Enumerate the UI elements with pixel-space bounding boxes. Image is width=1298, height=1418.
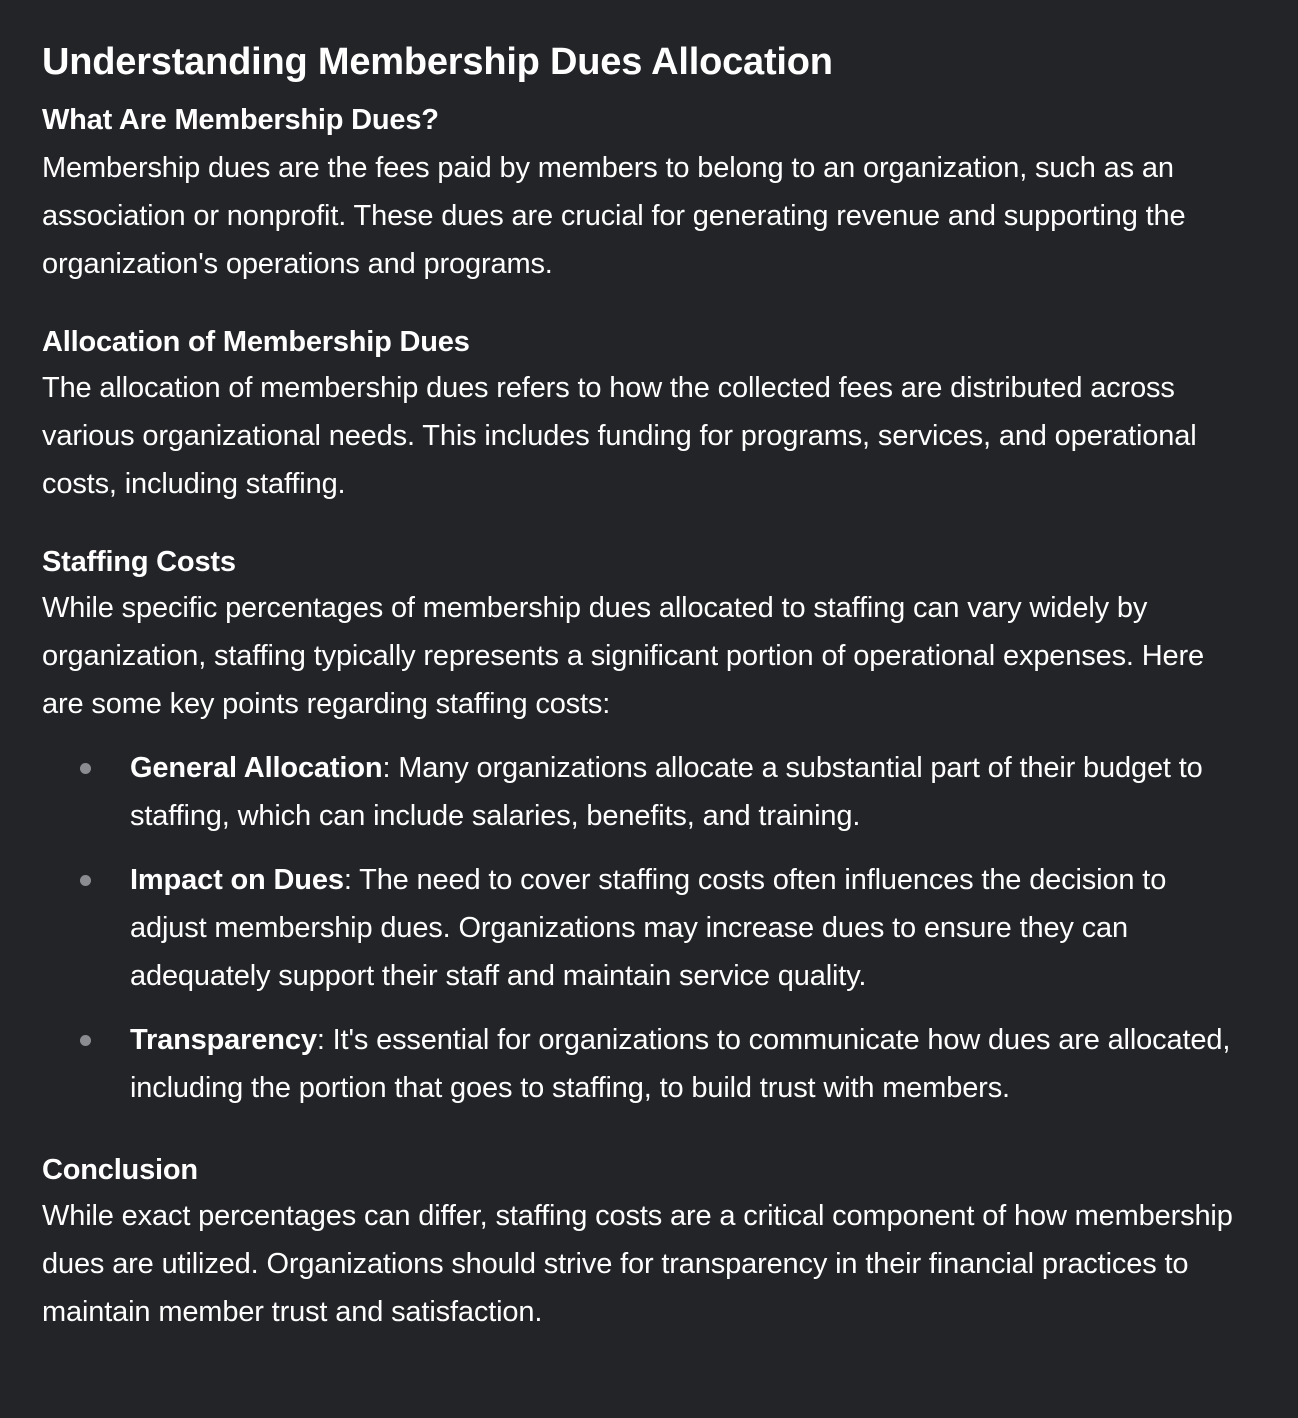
section-body-allocation: The allocation of membership dues refers to how the collected fees are distributed across various organizational needs. This includes funding for programs, services, and operational costs, including staffing. [42, 372, 1197, 500]
section-heading-staffing: Staffing Costs [42, 546, 236, 578]
page-title: Understanding Membership Dues Allocation [42, 41, 833, 83]
list-item-term: Transparency [130, 1024, 317, 1056]
section-body-conclusion: While exact percentages can differ, staffing costs are a critical component of how membership dues are utilized. Organizations should strive for transparency in their financial practices to maintain member trust and satisfaction. [42, 1200, 1233, 1328]
list-item-text: : Many organizations allocate a substantial part of their budget to staffing, which can include salaries, benefits, and training. [130, 752, 1203, 832]
section-body-what: Membership dues are the fees paid by members to belong to an organization, such as an association or nonprofit. These dues are crucial for generating revenue and supporting the organization's operations and programs. [42, 152, 1186, 280]
article [42, 38, 1242, 1336]
list-item-term: Impact on Dues [130, 864, 344, 896]
section-heading-what: What Are Membership Dues? [42, 104, 439, 136]
list-item [42, 856, 1242, 1000]
list-item [42, 744, 1242, 840]
list-item [42, 1016, 1242, 1112]
list-item-text: : It's essential for organizations to communicate how dues are allocated, including the portion that goes to staffing, to build trust with members. [130, 1024, 1231, 1104]
bullet-icon [80, 1035, 91, 1046]
staffing-points-list [42, 744, 1242, 1112]
section-body-staffing: While specific percentages of membership dues allocated to staffing can vary widely by organization, staffing typically represents a significant portion of operational expenses. Here are some key points regarding staffing costs: [42, 592, 1205, 720]
bullet-icon [80, 875, 91, 886]
list-item-term: General Allocation [130, 752, 383, 784]
bullet-icon [80, 763, 91, 774]
section-heading-conclusion: Conclusion [42, 1154, 198, 1186]
list-item-text: : The need to cover staffing costs often influences the decision to adjust membership dues. Organizations may increase dues to ensure they can adequately support their staff and maintain service quality. [130, 864, 1167, 992]
section-heading-allocation: Allocation of Membership Dues [42, 326, 470, 358]
